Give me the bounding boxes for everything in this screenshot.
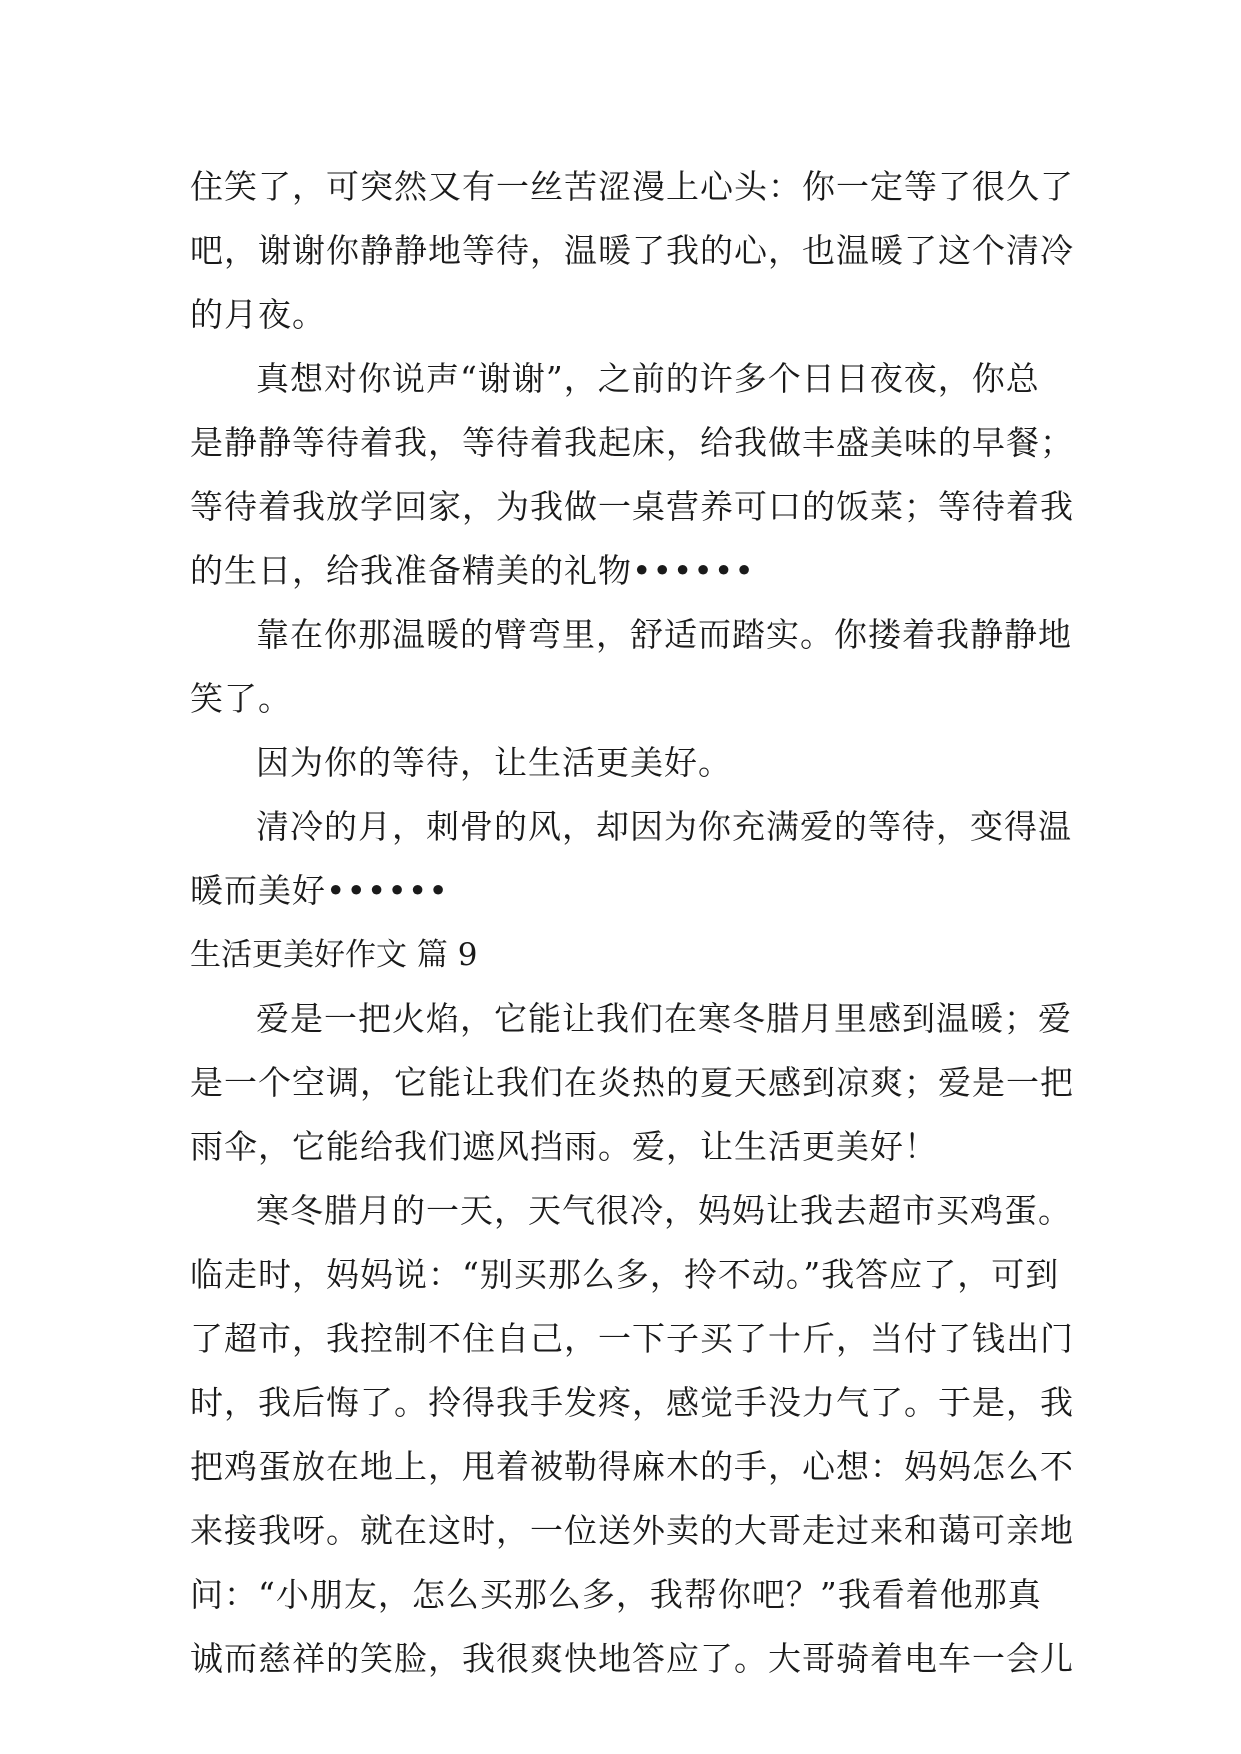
text-line: 清冷的月，刺骨的风，却因为你充满爱的等待，变得温: [256, 807, 1072, 846]
text-line: 来接我呀。就在这时，一位送外卖的大哥走过来和蔼可亲地: [190, 1511, 1074, 1550]
paragraph: [190, 603, 1070, 731]
text-line: 是静静等待着我，等待着我起床，给我做丰盛美味的早餐；: [190, 423, 1074, 462]
paragraph: [190, 795, 1070, 923]
text-line: 临走时，妈妈说：“别买那么多，拎不动。”我答应了，可到: [190, 1255, 1060, 1294]
text-line: 寒冬腊月的一天，天气很冷，妈妈让我去超市买鸡蛋。: [256, 1191, 1072, 1230]
text-line: 爱是一把火焰，它能让我们在寒冬腊月里感到温暖；爱: [256, 999, 1072, 1038]
text-line: 问：“小朋友，怎么买那么多，我帮你吧？”我看着他那真: [190, 1575, 1042, 1614]
text-line: 雨伞，它能给我们遮风挡雨。爱，让生活更美好！: [190, 1127, 938, 1166]
text-line: 的月夜。: [190, 295, 326, 334]
section-heading: 生活更美好作文 篇 9: [190, 937, 478, 973]
text-line: 笑了。: [190, 679, 292, 718]
paragraph: [190, 347, 1074, 603]
text-line: 把鸡蛋放在地上，甩着被勒得麻木的手，心想：妈妈怎么不: [190, 1447, 1074, 1486]
paragraph: [190, 1179, 1074, 1691]
text-line: 靠在你那温暖的臂弯里，舒适而踏实。你搂着我静静地: [256, 615, 1072, 654]
paragraph: [190, 155, 1074, 347]
paragraph: [190, 987, 1074, 1179]
text-line: 等待着我放学回家，为我做一桌营养可口的饭菜；等待着我: [190, 487, 1074, 526]
text-line: 诚而慈祥的笑脸，我很爽快地答应了。大哥骑着电车一会儿: [190, 1639, 1074, 1678]
text-line: 住笑了，可突然又有一丝苦涩漫上心头：你一定等了很久了: [190, 167, 1074, 206]
text-line: 吧，谢谢你静静地等待，温暖了我的心，也温暖了这个清冷: [190, 231, 1074, 270]
text-line: 了超市，我控制不住自己，一下子买了十斤，当付了钱出门: [190, 1319, 1074, 1358]
paragraph: [190, 731, 1070, 795]
text-line: 因为你的等待，让生活更美好。: [256, 743, 732, 782]
document-body: [190, 155, 1074, 1691]
text-line: 的生日，给我准备精美的礼物••••••: [190, 551, 755, 590]
text-line: 是一个空调，它能让我们在炎热的夏天感到凉爽；爱是一把: [190, 1063, 1074, 1102]
text-line: 真想对你说声“谢谢”，之前的许多个日日夜夜，你总: [256, 359, 1040, 398]
text-line: 时，我后悔了。拎得我手发疼，感觉手没力气了。于是，我: [190, 1383, 1074, 1422]
text-line: 暖而美好••••••: [190, 871, 449, 910]
